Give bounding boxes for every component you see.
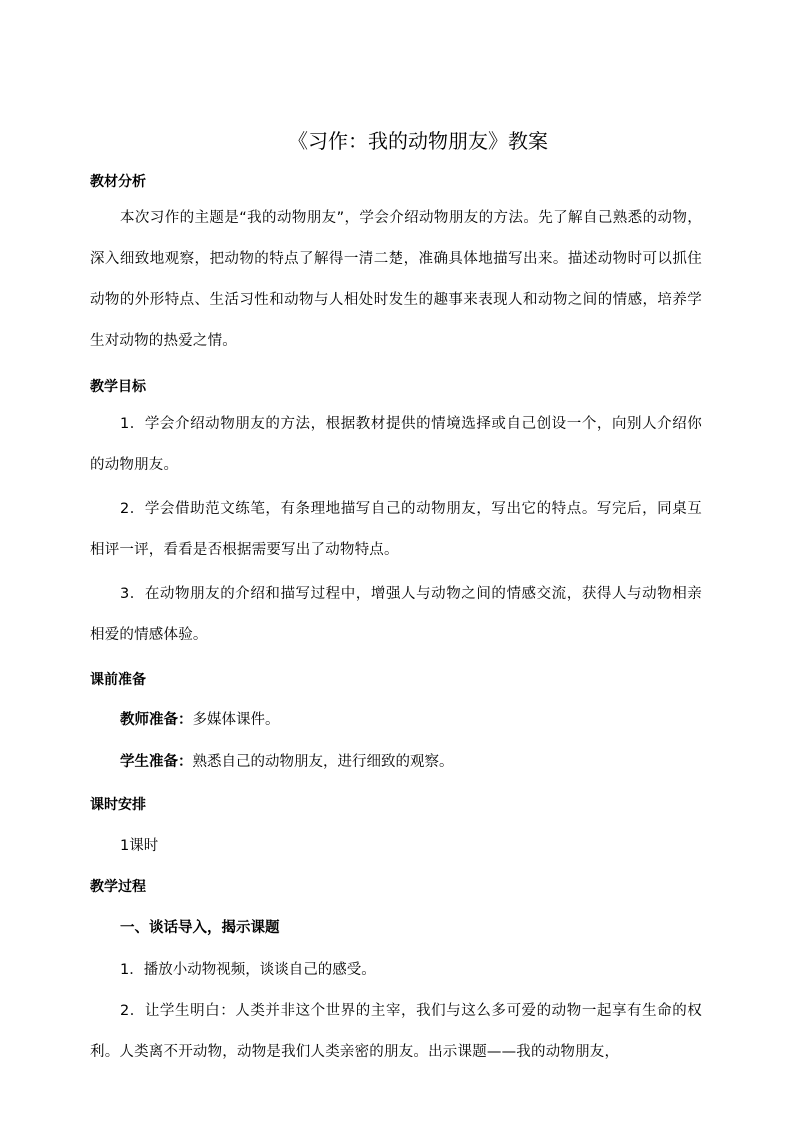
heading-goals: 教学目标: [90, 379, 146, 395]
process-item-2: 2．让学生明白：人类并非这个世界的主宰，我们与这么多可爱的动物一起享有生命的权利。人类离不开动物，动物是我们人类亲密的朋友。出示课题——我的动物朋友，: [90, 1003, 702, 1060]
prep-teacher-text: 多媒体课件。: [192, 712, 280, 728]
heading-process: 教学过程: [90, 879, 146, 895]
document-title: 《习作：我的动物朋友》教案: [288, 129, 548, 153]
process-subheading-1: 一、谈话导入，揭示课题: [120, 920, 280, 936]
heading-schedule: 课时安排: [90, 797, 146, 813]
heading-prep: 课前准备: [90, 672, 146, 688]
prep-student: [120, 752, 454, 772]
prep-student-label: 学生准备：: [120, 754, 193, 770]
heading-analysis: 教材分析: [90, 174, 146, 190]
schedule-text: 1课时: [120, 838, 159, 854]
prep-student-text: 熟悉自己的动物朋友，进行细致的观察。: [192, 754, 454, 770]
goal-item-1: 1．学会介绍动物朋友的方法，根据教材提供的情境选择或自己创设一个，向别人介绍你的动物朋友。: [90, 416, 702, 473]
analysis-paragraph: 本次习作的主题是“我的动物朋友”，学会介绍动物朋友的方法。先了解自己熟悉的动物，深入细致地观察，把动物的特点了解得一清二楚，准确具体地描写出来。描述动物时可以抓住动物的外形特点、生活习性和动物与人相处时发生的趣事来表现人和动物之间的情感，培养学生对动物的热爱之情。: [90, 210, 702, 349]
prep-teacher: [120, 710, 280, 730]
goal-item-2: 2．学会借助范文练笔，有条理地描写自己的动物朋友，写出它的特点。写完后，同桌互相评一评，看看是否根据需要写出了动物特点。: [90, 501, 702, 558]
prep-teacher-label: 教师准备：: [120, 712, 193, 728]
goal-item-3: 3．在动物朋友的介绍和描写过程中，增强人与动物之间的情感交流，获得人与动物相亲相爱的情感体验。: [90, 586, 702, 643]
process-item-1: 1．播放小动物视频，谈谈自己的感受。: [120, 962, 376, 978]
